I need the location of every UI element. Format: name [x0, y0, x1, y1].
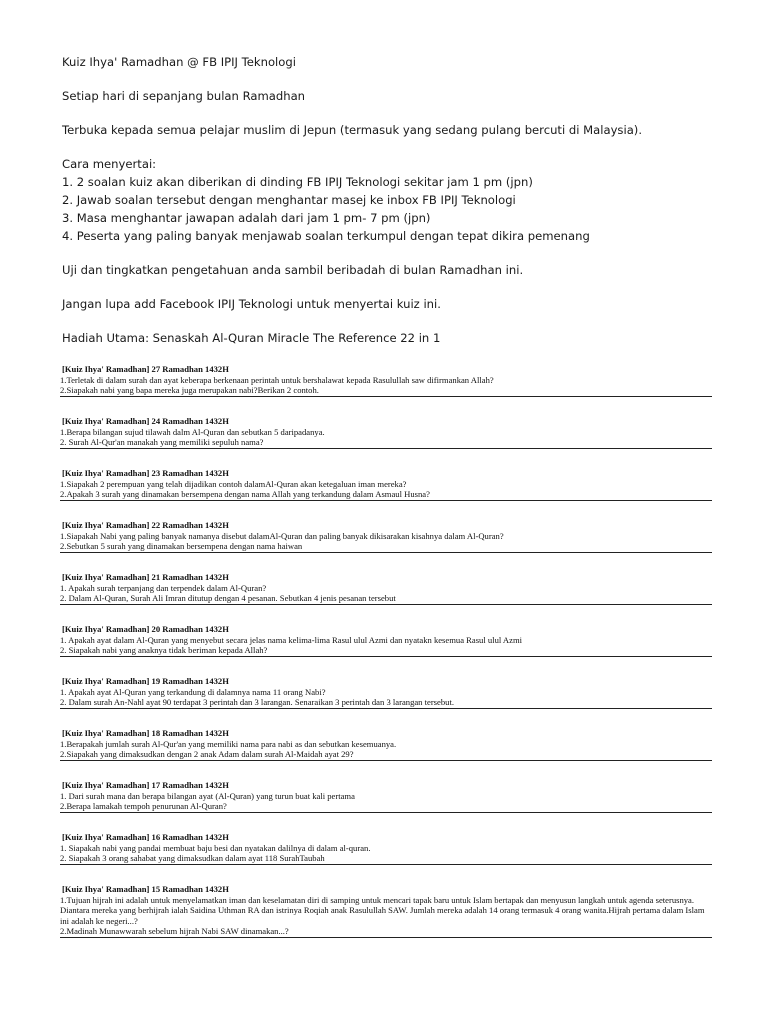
quiz-question: 1. Dari surah mana dan berapa bilangan ayat (Al-Quran) yang turun buat kali pertama [60, 790, 355, 801]
quiz-entry [60, 468, 712, 501]
quiz-title: [Kuiz Ihya' Ramadhan] 17 Ramadhan 1432H [62, 780, 229, 790]
quiz-question: 2. Siapakah nabi yang anaknya tidak beriman kepada Allah? [60, 645, 268, 656]
encouragement-text: Uji dan tingkatkan pengetahuan anda sambil beribadah di bulan Ramadhan ini. [62, 263, 524, 277]
main-prize: Hadiah Utama: Senaskah Al-Quran Miracle The Reference 22 in 1 [62, 331, 441, 345]
quiz-title: [Kuiz Ihya' Ramadhan] 23 Ramadhan 1432H [62, 468, 229, 478]
quiz-question: 1.Siapakah 2 perempuan yang telah dijadikan contoh dalamAl-Quran akan ketegaluan iman mereka? [60, 478, 407, 489]
quiz-entry [60, 884, 712, 938]
quiz-entry [60, 780, 712, 813]
quiz-entry [60, 624, 712, 657]
quiz-entry [60, 416, 712, 449]
quiz-title: [Kuiz Ihya' Ramadhan] 19 Ramadhan 1432H [62, 676, 229, 686]
quiz-entry [60, 572, 712, 605]
how-to-join-heading: Cara menyertai: [62, 157, 157, 171]
quiz-title: [Kuiz Ihya' Ramadhan] 27 Ramadhan 1432H [62, 364, 229, 374]
quiz-question: 2. Surah Al-Qur'an manakah yang memiliki sepuluh nama? [60, 437, 264, 448]
quiz-title: [Kuiz Ihya' Ramadhan] 16 Ramadhan 1432H [62, 832, 229, 842]
quiz-question: 1.Siapakah Nabi yang paling banyak namanya disebut dalamAl-Quran dan paling banyak dikisarakan kisahnya dalam Al-Quran? [60, 530, 504, 541]
quiz-question: 2.Apakah 3 surah yang dinamakan bersempena dengan nama Allah yang terkandung dalam Asmaul Husna? [60, 489, 430, 500]
announcement-title: Kuiz Ihya' Ramadhan @ FB IPIJ Teknologi [62, 55, 296, 69]
quiz-question: 2.Madinah Munawwarah sebelum hijrah Nabi SAW dinamakan...? [60, 926, 289, 937]
join-step: 2. Jawab soalan tersebut dengan menghantar masej ke inbox FB IPIJ Teknologi [62, 193, 516, 207]
quiz-entry [60, 520, 712, 553]
quiz-question: 1.Berapa bilangan sujud tilawah dalm Al-Quran dan sebutkan 5 daripadanya. [60, 426, 325, 437]
quiz-title: [Kuiz Ihya' Ramadhan] 21 Ramadhan 1432H [62, 572, 229, 582]
quiz-period: Setiap hari di sepanjang bulan Ramadhan [62, 89, 306, 103]
join-step: 3. Masa menghantar jawapan adalah dari jam 1 pm- 7 pm (jpn) [62, 211, 431, 225]
quiz-question: 1.Terletak di dalam surah dan ayat keberapa berkenaan perintah untuk bershalawat kepada Rasulullah saw difirmankan Allah? [60, 374, 494, 385]
quiz-title: [Kuiz Ihya' Ramadhan] 22 Ramadhan 1432H [62, 520, 229, 530]
quiz-title: [Kuiz Ihya' Ramadhan] 24 Ramadhan 1432H [62, 416, 229, 426]
quiz-question: 1. Apakah surah terpanjang dan terpendek dalam Al-Quran? [60, 582, 267, 593]
join-step: 4. Peserta yang paling banyak menjawab soalan terkumpul dengan tepat dikira pemenang [62, 229, 590, 243]
quiz-entry [60, 728, 712, 761]
quiz-question: 1.Berapakah jumlah surah Al-Qur'an yang memiliki nama para nabi as dan sebutkan kesemuanya. [60, 738, 397, 749]
quiz-title: [Kuiz Ihya' Ramadhan] 15 Ramadhan 1432H [62, 884, 229, 894]
quiz-question: 2.Siapakah yang dimaksudkan dengan 2 anak Adam dalam surah Al-Maidah ayat 29? [60, 749, 354, 760]
quiz-question: 1. Siapakah nabi yang pandai membuat baju besi dan nyatakan dalilnya di dalam al-quran. [60, 842, 371, 853]
quiz-question: 1. Apakah ayat dalam Al-Quran yang menyebut secara jelas nama kelima-lima Rasul ulul Azmi dan nyatakn kesemua Rasul ulul Azmi [60, 634, 523, 645]
quiz-title: [Kuiz Ihya' Ramadhan] 18 Ramadhan 1432H [62, 728, 229, 738]
quiz-question: 2. Siapakah 3 orang sahabat yang dimaksudkan dalam ayat 118 SurahTaubah [60, 853, 325, 864]
join-step: 1. 2 soalan kuiz akan diberikan di dinding FB IPIJ Teknologi sekitar jam 1 pm (jpn) [62, 175, 533, 189]
quiz-entry [60, 676, 712, 709]
quiz-title: [Kuiz Ihya' Ramadhan] 20 Ramadhan 1432H [62, 624, 229, 634]
quiz-question: 1. Apakah ayat Al-Quran yang terkandung di dalamnya nama 11 orang Nabi? [60, 686, 326, 697]
quiz-entry [60, 832, 712, 865]
quiz-question: 2.Sebutkan 5 surah yang dinamakan bersempena dengan nama haiwan [60, 541, 303, 552]
quiz-entry [60, 364, 712, 397]
quiz-question: 2. Dalam Al-Quran, Surah Ali Imran ditutup dengan 4 pesanan. Sebutkan 4 jenis pesanan tersebut [60, 593, 396, 604]
quiz-question: 2.Berapa lamakah tempoh penurunan Al-Quran? [60, 801, 227, 812]
quiz-announcement [62, 53, 742, 347]
reminder-text: Jangan lupa add Facebook IPIJ Teknologi untuk menyertai kuiz ini. [62, 297, 441, 311]
eligibility-text: Terbuka kepada semua pelajar muslim di Jepun (termasuk yang sedang pulang bercuti di Malaysia). [62, 123, 643, 137]
quiz-question: 2. Dalam surah An-Nahl ayat 90 terdapat 3 perintah dan 3 larangan. Senaraikan 3 perintah dan 3 larangan tersebut. [60, 697, 454, 708]
quiz-question: 1.Tujuan hijrah ini adalah untuk menyelamatkan iman dan keselamatan diri di samping untuk mencari tapak baru untuk Islam bertapak dan menyusun langkah untuk agenda seterusnya. Diantara mereka yang berhijrah ialah Saidina Uthman RA dan istrinya Roqiah anak Rasulullah SAW. Jumlah mereka adalah 14 orang termasuk 4 orang wanita.Hijrah pertama dalam Islam ini adalah ke negeri...? [60, 894, 705, 926]
quiz-question: 2.Siapakah nabi yang bapa mereka juga merupakan nabi?Berikan 2 contoh. [60, 385, 319, 396]
